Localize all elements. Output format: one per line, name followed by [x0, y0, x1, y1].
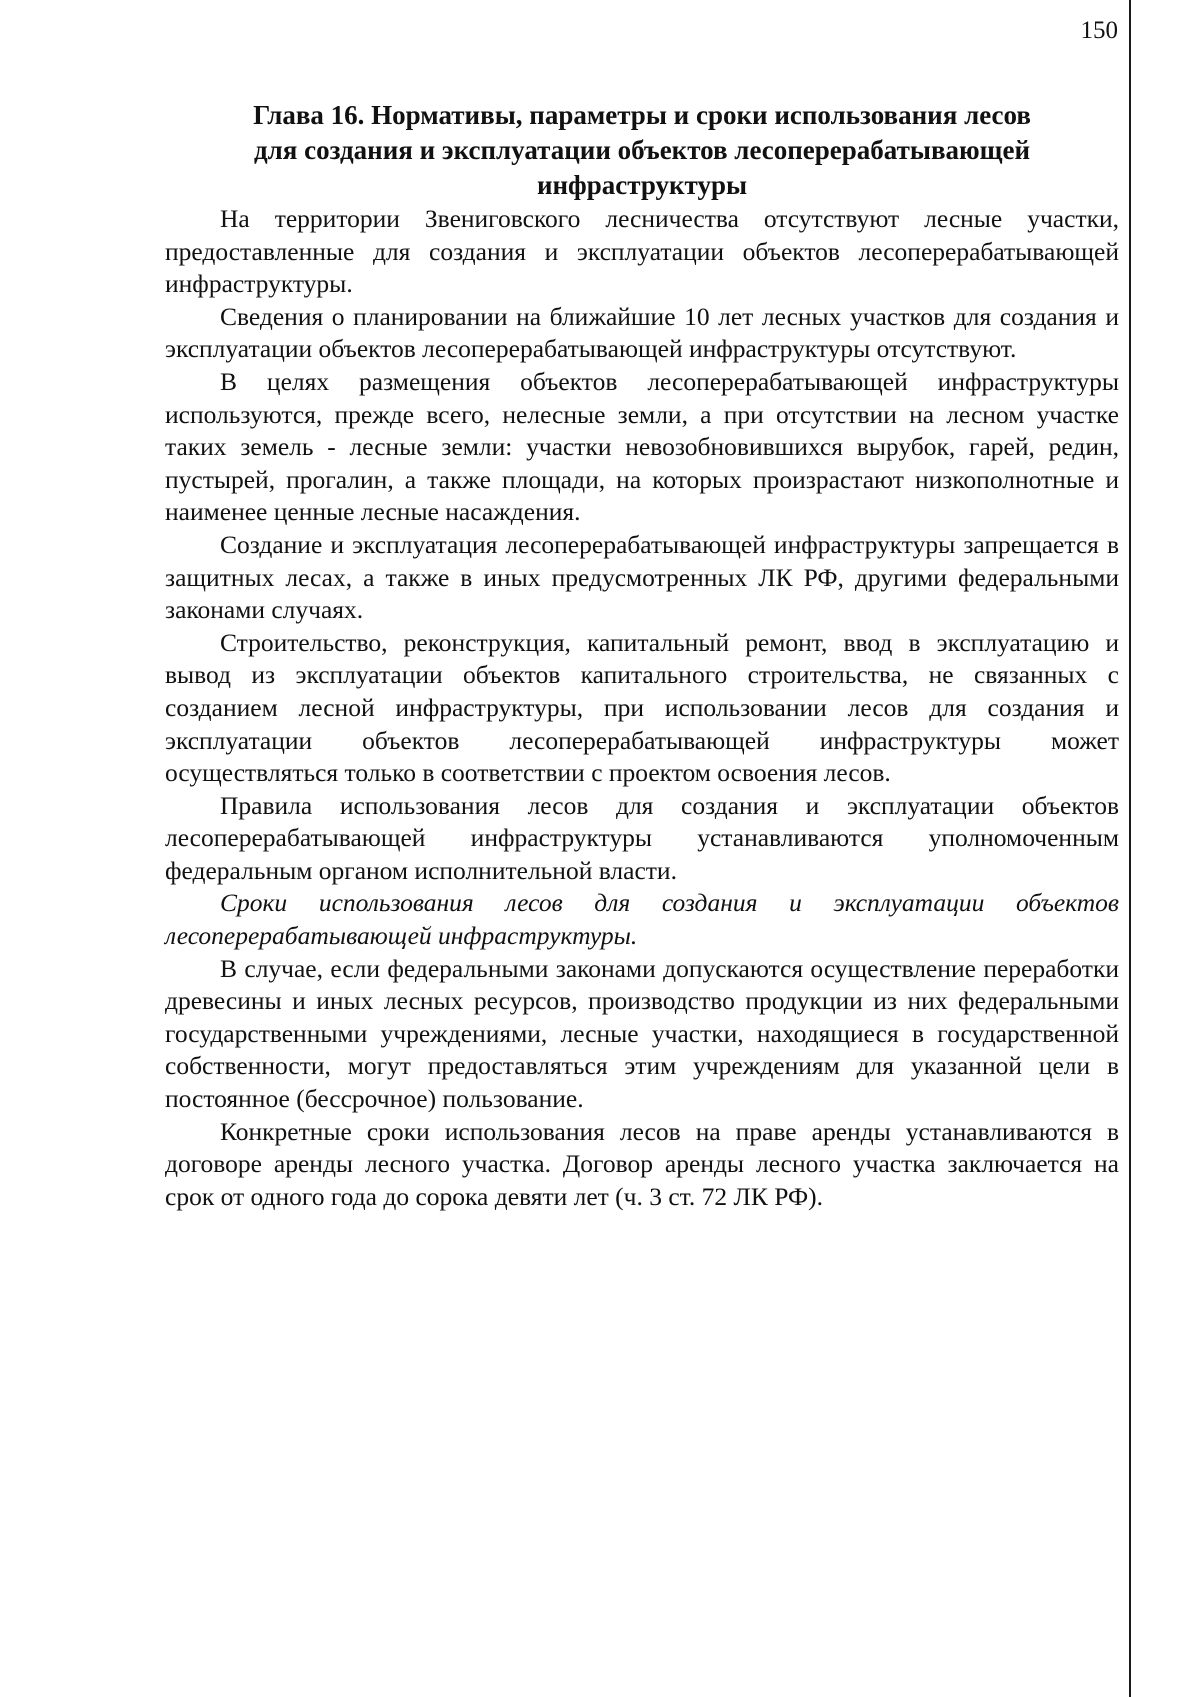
paragraph-no-allocated-plots: На территории Звениговского лесничества отсутствуют лесные участки, предоставленные для создания и эксплуатации объектов лесоперерабатывающей инфраструктуры. — [165, 204, 1119, 299]
paragraph-planning-info: Сведения о планировании на ближайшие 10 лет лесных участков для создания и эксплуатации объектов лесоперерабатывающей инфраструктуры отсутствуют. — [165, 301, 1119, 364]
page-content — [165, 98, 1119, 1213]
paragraph-prohibition: Создание и эксплуатация лесоперерабатывающей инфраструктуры запрещается в защитных лесах, а также в иных предусмотренных ЛК РФ, другими федеральными законами случаях. — [165, 529, 1119, 625]
chapter-title-line: для создания и эксплуатации объектов лесоперерабатывающей — [253, 135, 1030, 165]
chapter-title-line: Глава 16. Нормативы, параметры и сроки использования лесов — [253, 100, 1031, 130]
page-edge-rule — [1129, 0, 1131, 1697]
paragraph-permanent-use: В случае, если федеральными законами допускаются осуществление переработки древесины и иных лесных ресурсов, производство продукции из них федеральными государственными учреждениями, лесные участки, находящиеся в государственной собственности, могут предоставляться этим учреждениям для указанной цели в постоянное (бессрочное) пользование. — [165, 953, 1119, 1114]
page-number: 150 — [1080, 17, 1118, 44]
chapter-title — [165, 98, 1119, 203]
paragraph-lease-terms: Конкретные сроки использования лесов на праве аренды устанавливаются в договоре аренды лесного участка. Договор аренды лесного участка заключается на срок от одного года до сорока девяти лет (ч. 3 ст. 72 ЛК РФ). — [165, 1116, 1119, 1211]
paragraph-land-usage: В целях размещения объектов лесоперерабатывающей инфраструктуры используются, прежде всего, нелесные земли, а при отсутствии на лесном участке таких земель - лесные земли: участки невозобновившихся вырубок, гарей, редин, пустырей, прогалин, а также площади, на которых произрастают низкополнотные и наименее ценные лесные насаждения. — [165, 366, 1119, 527]
paragraph-rules: Правила использования лесов для создания и эксплуатации объектов лесоперерабатывающей инфраструктуры устанавливаются уполномоченным федеральным органом исполнительной власти. — [165, 790, 1119, 885]
section-subheading-terms: Сроки использования лесов для создания и эксплуатации объектов лесоперерабатывающей инфраструктуры. — [165, 888, 1119, 951]
paragraph-construction: Строительство, реконструкция, капитальный ремонт, ввод в эксплуатацию и вывод из эксплуатации объектов капитального строительства, не связанных с созданием лесной инфраструктуры, при использовании лесов для создания и эксплуатации объектов лесоперерабатывающей инфраструктуры может осуществляться только в соответствии с проектом освоения лесов. — [165, 627, 1119, 788]
chapter-title-line: инфраструктуры — [536, 170, 748, 200]
